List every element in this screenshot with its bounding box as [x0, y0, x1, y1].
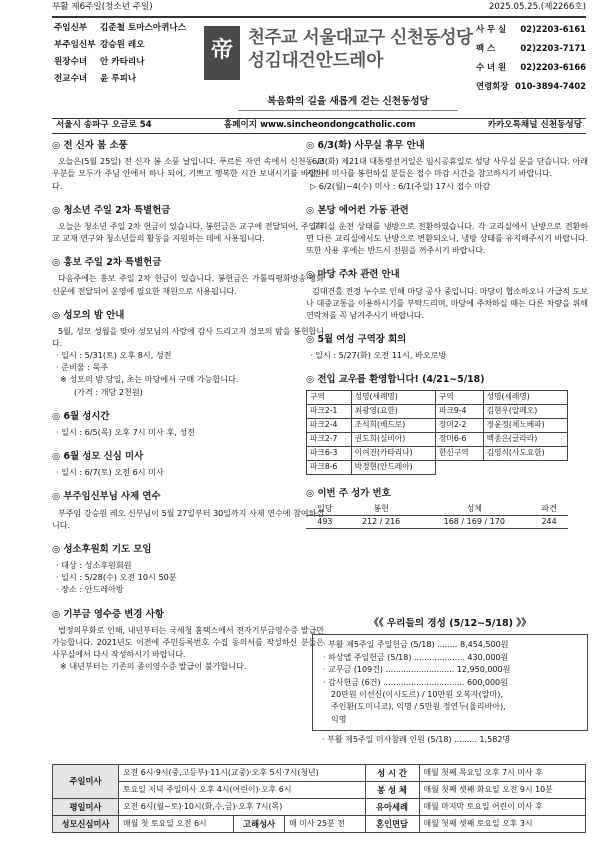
welcome-table: [306, 390, 568, 475]
offering-box: [312, 634, 588, 731]
table-row: 구역 성명(세례명) 구역 성명(세례명): [307, 390, 568, 404]
offering-line: · 교무금 (109건) ........................... 12,950,000원: [323, 665, 511, 675]
issue-bar: [52, 2, 586, 16]
right-column: [306, 140, 588, 533]
liturgical-day: 부활 제6주일(청소년 주일): [52, 2, 153, 12]
notice-parking: ◎ 마당 주차 관련 안내 김대건홀 전정 누수로 인해 마당 공사 중입니다. 마당이 협소하오니 가급적 도보나 대중교통을 이용하시기를 부탁드리며, 마당에 주차하실 때는 다른 차량을 위해 연락처를 꼭 남겨주시기 바랍니다.: [306, 269, 588, 320]
notice-marian-mass: ◎ 6월 성모 신심 미사 · 일시 : 6/7(토) 오전 6시 미사: [52, 451, 164, 478]
staff-row: 원장수녀 안 카타리나: [54, 56, 145, 67]
staff-row: 주임신부 김준철 토마스아퀴나스: [54, 22, 187, 33]
contact-row: 사 무 실 02)2203-6161: [476, 24, 586, 35]
schedule-table: [52, 764, 586, 833]
church-logo: 帝: [204, 26, 240, 80]
offering-line: · 감사헌금 (6건) ................................ 600,000원: [323, 677, 508, 687]
staff-row: 부주임신부 강승원 레오: [54, 39, 145, 50]
notice-picnic: ◎ 전 신자 봄 소풍 오늘은(5월 25일) 전 신자 봄 소풍 날입니다. 푸르른 자연 속에서 신천동 교우분들 모두가 주님 안에서 하나 되어, 기쁘고 행복한 시간 보내시기를 바랍니다.: [52, 140, 324, 191]
staff-list: [54, 20, 204, 88]
notice-holy-hour: ◎ 6월 성시간 · 일시 : 6/5(목) 오후 7시 미사 후, 성전: [52, 410, 195, 437]
offering-title: 《《 우리들의 경성 (5/12~5/18) 》》: [369, 618, 531, 629]
contact-row: 팩 스 02)2203-7171: [476, 43, 586, 54]
table-row: 493 212 / 216 168 / 169 / 170 244: [306, 516, 568, 529]
contact-row: 수 녀 원 02)2203-6166: [476, 62, 586, 73]
church-name: 천주교 서울대교구 신천동성당 성김대건안드레아: [248, 28, 473, 71]
hymn-table: [306, 503, 568, 530]
address-bar: [52, 118, 586, 134]
table-row: 파크6-3 이여진(카타리나) 한신구역 김영식(사도요한): [307, 446, 568, 460]
offering-line: 익명: [331, 714, 347, 724]
notice-welcome: ◎ 전입 교우를 환영합니다! (4/21~5/18) 구역 성명(세례명) 구역 성명(세례명) 파크2-1 최광영(요한) 파크9-4 김현우(알페오) 파크2-4 조석희(베드로) 장미2-2 정윤정(체노베파) 파크2-7 권도희(실비아) 장미6-6 백종은(글라라) 파크6-3 이여진(카타리나) 한신구역 김영식(사도요한) 파크8-6 박정현(안드레아): [306, 374, 588, 474]
offering-line: · 부활 제5주일 미사참례 인원 (5/18) ......... 1,582명: [322, 735, 511, 745]
notice-hymns: ◎ 이번 주 성가 번호 입당 봉헌 성체 파견 493 212 / 216 168 / 169 / 170 244: [306, 488, 588, 530]
contact-list: [476, 20, 586, 96]
table-row: 파크2-4 조석희(베드로) 장미2-2 정윤정(체노베파): [307, 418, 568, 432]
table-row: 파크2-7 권도희(실비아) 장미6-6 백종은(글라라): [307, 432, 568, 446]
motto: 복음화의 길을 새롭게 걷는 신천동성당: [238, 96, 458, 111]
table-row: 주일미사 오전 6시·9시(중,고등부)·11시(교중)·오후 5시·7시(청년) 성 시 간 매월 첫째 목요일 오후 7시 미사 후: [53, 765, 586, 782]
left-column: [52, 140, 324, 676]
notice-donation-receipt: ◎ 기부금 영수증 변경 사항 법정의무화로 인해, 내년부터는 국세청 홈택스에서 전자기부금영수증 발급만 가능합니다. 2021년도 이전에 주민등록번호 수집 동의서를 작성하신 분들은 사무실에서 다시 작성하시기 바랍니다. ※ 내년부터는 기존의 종이영수증 발급이 불가합니다.: [52, 608, 324, 672]
staff-row: 전교수녀 윤 루피나: [54, 73, 137, 84]
masthead: [52, 16, 586, 122]
table-row: 파크8-6 박정현(안드레아): [307, 460, 568, 474]
offering-line: · 부활 제5주일 주일헌금 (5/18) ........ 8,454,500원: [323, 640, 509, 650]
offering-report: [312, 618, 588, 746]
notice-marian-night: ◎ 성모의 밤 안내 5월, 성모 성월을 맞아 성모님의 사랑에 감사 드리고자 성모의 밤을 봉헌합니다. · 일시 : 5/31(토) 오후 8시, 성전 · 준비물 : 묵주 ※ 성모의 밤 당일, 초는 마당에서 구매 가능합니다. (가격 : 개당 2천원): [52, 309, 324, 397]
offering-line: 주인환(도미니코), 익명 / 5만원 정연두(율리바아),: [331, 702, 506, 712]
table-row: 평일미사 오전 6시(월~토)·10시(화,수,금)·오후 7시(목) 유아세례 매월 마지막 토요일 어린이 미사 후: [53, 799, 586, 816]
notice-aircon: ◎ 본당 에어컨 가동 관련 교리실 운전 상태를 냉방으로 전환하였습니다. 각 교리실에서 난방으로 전환하면 다른 교리실에서도 난방으로 변환되오니, 냉방 상태를 유지해주시기 바랍니다. 또한 사용 후에는 반드시 전원을 꺼주시기 바랍니다.: [306, 204, 588, 256]
offering-line: · 하상앱 주일헌금 (5/18) .................... 430,000원: [323, 652, 509, 662]
notice-priest-training: ◎ 부주임신부님 사제 연수 부주임 강승원 레오 신부님이 5월 27일부터 30일까지 사제 연수에 참여하십니다.: [52, 491, 324, 530]
notice-media-collection: ◎ 홍보 주일 2차 특별헌금 다음주에는 홍보 주일 2차 헌금이 있습니다. 봉헌금은 가톨릭평화방송·평화신문에 전달되어 운영에 필요한 재원으로 사용됩니다.: [52, 257, 324, 296]
notice-vocation-prayer: ◎ 성소후원회 기도 모임 · 대상 : 성소후원회원 · 일시 : 5/28(수) 오전 10시 50분 · 장소 : 안드레아방: [52, 543, 177, 595]
table-row: 성모신심미사 매월 첫 토요일 오전 6시 고해성사 매 미사 25분 전 혼인면담 매월 첫째 셋째 토요일 오후 3시: [53, 816, 586, 833]
homepage-link[interactable]: 홈페이지 www.sincheondongcatholic.com: [223, 120, 416, 131]
table-row: 파크2-1 최광영(요한) 파크9-4 김현우(알페오): [307, 404, 568, 418]
kakao-channel[interactable]: 카카오톡채널 신천동성당: [487, 120, 582, 131]
contact-row: 연령회장 010-3894-7402: [476, 81, 586, 92]
table-row: 입당 봉헌 성체 파견: [306, 503, 568, 516]
offering-line: 20만원 이선신(이시도르) / 10만원 오복자(알마),: [331, 690, 503, 700]
mass-schedule: [52, 764, 586, 833]
notice-office-closed: ◎ 6/3(화) 사무실 휴무 안내 6/3(화) 제21대 대통령선거일은 임시공휴일로 성당 사무실 문을 닫습니다. 아래 기간에 미사를 봉헌하실 분들은 접수 마감 시간을 참고하시기 바랍니다. ▷ 6/2(월)~4(수) 미사 : 6/1(주일) 17시 접수 마감: [306, 140, 588, 191]
notice-womens-meeting: ◎ 5월 여성 구역장 회의 · 일시 : 5/27(화) 오전 11시, 바오로방: [306, 333, 447, 361]
table-row: 토요일 저녁 주일미사 오후 4시(어린이)·오후 6시 봉 성 체 매월 첫째 셋째 화요일 오전 9시 10분: [53, 782, 586, 799]
address: 서울시 송파구 오금로 54: [56, 120, 152, 131]
notice-youth-collection: ◎ 청소년 주일 2차 특별헌금 오늘은 청소년 주일 2차 헌금이 있습니다. 봉헌금은 교구에 전달되어, 주일학교 교재 연구와 청소년들의 활동을 지원하는 데에 사용됩니다.: [52, 204, 324, 243]
issue-date: 2025.05.25.(제2266호): [488, 2, 586, 12]
